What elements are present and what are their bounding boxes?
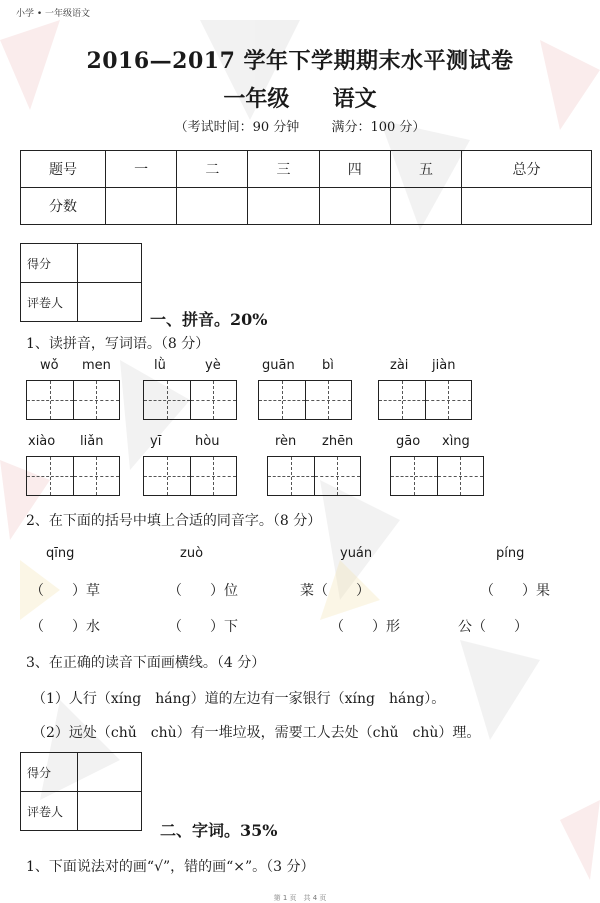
- pinyin: yè: [205, 358, 221, 373]
- pinyin: hòu: [195, 434, 220, 449]
- pinyin: zhēn: [322, 434, 354, 449]
- grader-box: [20, 243, 142, 322]
- grader-score-cell[interactable]: [78, 244, 142, 283]
- grader-name-cell[interactable]: [78, 792, 142, 831]
- grade-label: 一年级: [223, 86, 290, 112]
- writing-box[interactable]: [378, 380, 472, 420]
- score-cell[interactable]: [462, 188, 592, 225]
- section-2-question-1-prompt: 1、下面说法对的画“√”，错的画“×”。（3 分）: [26, 859, 315, 875]
- exam-subtitle: [0, 82, 600, 113]
- score-table-header: 三: [248, 151, 319, 188]
- score-cell[interactable]: [177, 188, 248, 225]
- fill-blank[interactable]: （ ）形: [330, 619, 400, 635]
- grader-name-label: 评卷人: [21, 283, 78, 322]
- page-footer: 第 1 页 共 4 页: [273, 894, 327, 902]
- question-3-prompt: 3、在正确的读音下面画横线。（4 分）: [26, 655, 266, 671]
- writing-box[interactable]: [143, 456, 237, 496]
- grader-score-cell[interactable]: [78, 753, 142, 792]
- grader-score-label: 得分: [21, 244, 78, 283]
- score-table-header: 五: [390, 151, 461, 188]
- pinyin: liǎn: [80, 434, 104, 449]
- score-table-header: 总分: [462, 151, 592, 188]
- pinyin: rèn: [275, 434, 297, 449]
- fill-blank[interactable]: （ ）草: [30, 583, 100, 599]
- score-table-header: 一: [106, 151, 177, 188]
- score-cell[interactable]: [319, 188, 390, 225]
- fill-blank[interactable]: 菜（ ）: [300, 583, 370, 599]
- score-cell[interactable]: [106, 188, 177, 225]
- pinyin: gāo: [396, 434, 421, 449]
- grader-name-cell[interactable]: [78, 283, 142, 322]
- exam-info: [0, 116, 600, 135]
- fill-blank[interactable]: 公（ ）: [458, 619, 528, 635]
- page-header: 小学 • 一年级语文: [16, 9, 91, 19]
- section-1-title: 一、拼音。20%: [150, 310, 268, 329]
- score-row-label: 分数: [21, 188, 106, 225]
- pinyin: xiào: [28, 434, 56, 449]
- pinyin: men: [82, 358, 111, 373]
- pinyin: wǒ: [40, 358, 59, 373]
- score-table-header: 题号: [21, 151, 106, 188]
- subject-label: 语文: [332, 86, 377, 112]
- exam-time: （考试时间：90 分钟: [174, 120, 300, 135]
- writing-box[interactable]: [143, 380, 237, 420]
- writing-box[interactable]: [26, 456, 120, 496]
- pinyin: jiàn: [432, 358, 456, 373]
- fill-blank[interactable]: （ ）下: [168, 619, 238, 635]
- question-3-line-2[interactable]: （2）远处（chǔ chù）有一堆垃圾，需要工人去处（chǔ chù）理。: [32, 725, 481, 741]
- fill-blank[interactable]: （ ）水: [30, 619, 100, 635]
- pinyin: zài: [390, 358, 409, 373]
- full-score: 满分：100 分）: [331, 120, 426, 135]
- pinyin: zuò: [180, 546, 204, 561]
- score-cell[interactable]: [248, 188, 319, 225]
- score-table-header: 二: [177, 151, 248, 188]
- score-cell[interactable]: [390, 188, 461, 225]
- writing-box[interactable]: [26, 380, 120, 420]
- grader-score-label: 得分: [21, 753, 78, 792]
- fill-blank[interactable]: （ ）位: [168, 583, 238, 599]
- grader-box: [20, 752, 142, 831]
- exam-title: 2016—2017 学年下学期期末水平测试卷: [86, 48, 514, 74]
- question-2-prompt: 2、在下面的括号中填上合适的同音字。（8 分）: [26, 513, 322, 529]
- pinyin: guān: [262, 358, 295, 373]
- grader-name-label: 评卷人: [21, 792, 78, 831]
- pinyin: qīng: [46, 546, 75, 561]
- pinyin: yuán: [340, 546, 373, 561]
- score-table-score-row: [21, 188, 592, 225]
- pinyin: xìng: [442, 434, 470, 449]
- score-table-header-row: [21, 151, 592, 188]
- question-1-prompt: 1、读拼音，写词语。（8 分）: [26, 336, 210, 352]
- pinyin: bì: [322, 358, 334, 373]
- pinyin: yī: [150, 434, 162, 449]
- score-table-header: 四: [319, 151, 390, 188]
- score-table: [20, 150, 592, 225]
- section-2-title: 二、字词。35%: [160, 821, 278, 840]
- fill-blank[interactable]: （ ）果: [480, 583, 550, 599]
- writing-box[interactable]: [390, 456, 484, 496]
- pinyin: lǜ: [154, 358, 166, 373]
- writing-box[interactable]: [258, 380, 352, 420]
- pinyin: píng: [496, 546, 525, 561]
- writing-box[interactable]: [267, 456, 361, 496]
- question-3-line-1[interactable]: （1）人行（xíng háng）道的左边有一家银行（xíng háng）。: [32, 691, 446, 707]
